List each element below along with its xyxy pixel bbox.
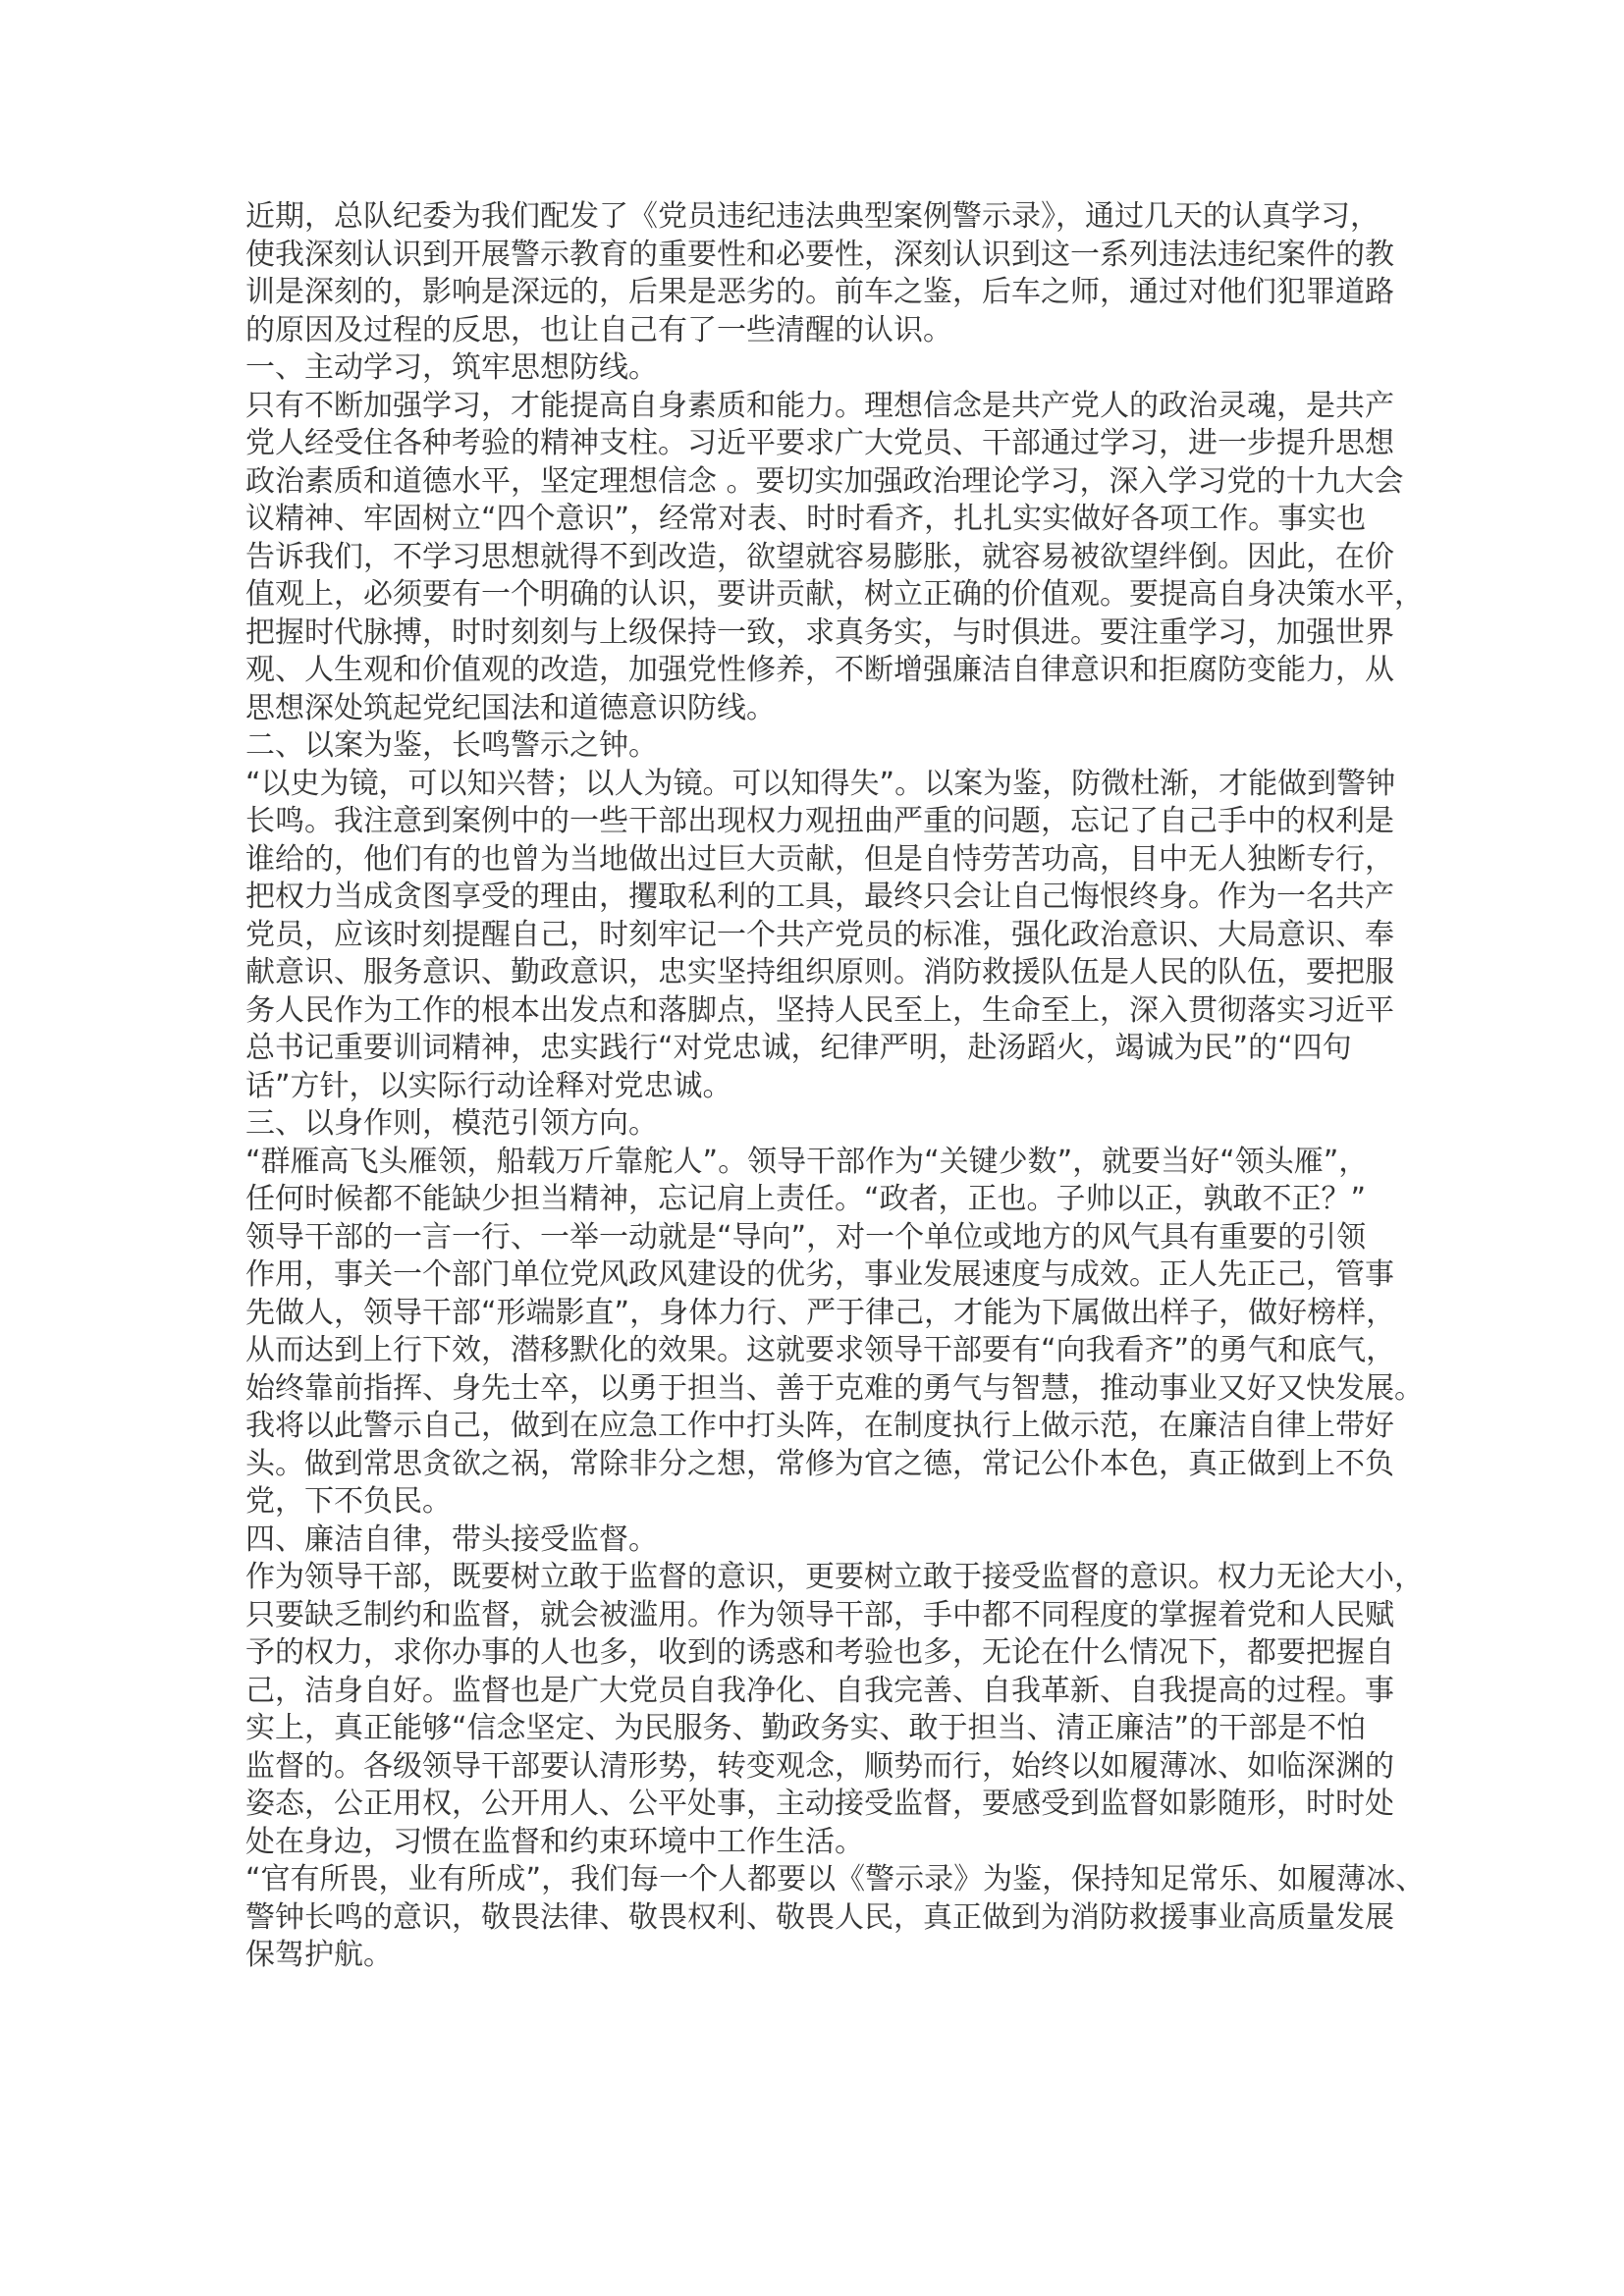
text-line: 谁给的，他们有的也曾为当地做出过巨大贡献，但是自恃劳苦功高，目中无人独断专行，	[245, 841, 1394, 877]
text-line: 警钟长鸣的意识，敬畏法律、敬畏权利、敬畏人民，真正做到为消防救援事业高质量发展	[245, 1899, 1394, 1935]
text-line: 党员，应该时刻提醒自己，时刻牢记一个共产党员的标准，强化政治意识、大局意识、奉	[245, 917, 1394, 952]
text-line: 告诉我们，不学习思想就得不到改造，欲望就容易膨胀，就容易被欲望绊倒。因此，在价	[245, 539, 1394, 574]
text-line: 政治素质和道德水平，坚定理想信念 。要切实加强政治理论学习，深入学习党的十九大会	[245, 463, 1404, 499]
section-heading: 二、以案为鉴，长鸣警示之钟。	[245, 728, 658, 763]
text-line: 头。做到常思贪欲之祸，常除非分之想，常修为官之德，常记公仆本色，真正做到上不负	[245, 1446, 1394, 1481]
text-line: 的原因及过程的反思，也让自己有了一些清醒的认识。	[245, 312, 952, 347]
text-line: 先做人，领导干部“形端影直”，身体力行、严于律己，才能为下属做出样子，做好榜样，	[245, 1295, 1396, 1330]
text-line: 党，下不负民。	[245, 1484, 452, 1519]
text-line: 近期，总队纪委为我们配发了《党员违纪违法典型案例警示录》，通过几天的认真学习，	[245, 199, 1380, 234]
text-line: “以史为镜，可以知兴替；以人为镜。可以知得失”。以案为鉴，防微杜渐，才能做到警钟	[245, 766, 1396, 801]
text-line: 处在身边，习惯在监督和约束环境中工作生活。	[245, 1824, 864, 1859]
text-line: “官有所畏，业有所成”，我们每一个人都要以《警示录》为鉴，保持知足常乐、如履薄冰、	[245, 1862, 1426, 1896]
section-heading: 一、主动学习，筑牢思想防线。	[245, 350, 658, 385]
text-line: 只要缺乏制约和监督，就会被滥用。作为领导干部，手中都不同程度的掌握着党和人民赋	[245, 1597, 1394, 1632]
text-line: 值观上，必须要有一个明确的认识，要讲贡献，树立正确的价值观。要提高自身决策水平，	[245, 577, 1424, 612]
text-line: 监督的。各级领导干部要认清形势，转变观念，顺势而行，始终以如履薄冰、如临深渊的	[245, 1748, 1394, 1784]
text-line: 予的权力，求你办事的人也多，收到的诱惑和考验也多，无论在什么情况下，都要把握自	[245, 1635, 1394, 1670]
text-line: 只有不断加强学习，才能提高自身素质和能力。理想信念是共产党人的政治灵魂，是共产	[245, 388, 1394, 423]
text-line: 保驾护航。	[245, 1938, 393, 1972]
text-line: 把握时代脉搏，时时刻刻与上级保持一致，求真务实，与时俱进。要注重学习，加强世界	[245, 614, 1394, 650]
text-line: 己，洁身自好。监督也是广大党员自我净化、自我完善、自我革新、自我提高的过程。事	[245, 1673, 1394, 1708]
text-line: 我将以此警示自己，做到在应急工作中打头阵，在制度执行上做示范，在廉洁自律上带好	[245, 1409, 1394, 1443]
text-line: 从而达到上行下效，潜移默化的效果。这就要求领导干部要有“向我看齐”的勇气和底气，	[245, 1333, 1396, 1367]
text-line: “群雁高飞头雁领，船载万斤靠舵人”。领导干部作为“关键少数”，就要当好“领头雁”，	[245, 1144, 1369, 1179]
text-line: 献意识、服务意识、勤政意识，忠实坚持组织原则。消防救援队伍是人民的队伍，要把服	[245, 955, 1394, 989]
text-line: 姿态，公正用权，公开用人、公平处事，主动接受监督，要感受到监督如影随形，时时处	[245, 1787, 1394, 1821]
text-line: 话”方针，以实际行动诠释对党忠诚。	[245, 1068, 732, 1103]
text-line: 务人民作为工作的根本出发点和落脚点，坚持人民至上，生命至上，深入贯彻落实习近平	[245, 992, 1394, 1028]
text-line: 训是深刻的，影响是深远的，后果是恶劣的。前车之鉴，后车之师，通过对他们犯罪道路	[245, 275, 1394, 309]
text-line: 始终靠前指挥、身先士卒，以勇于担当、善于克难的勇气与智慧，推动事业又好又快发展。	[245, 1370, 1424, 1406]
section-heading: 三、以身作则，模范引领方向。	[245, 1106, 658, 1141]
text-line: 议精神、牢固树立“四个意识”，经常对表、时时看齐，扎扎实实做好各项工作。事实也	[245, 502, 1367, 536]
text-line: 任何时候都不能缺少担当精神，忘记肩上责任。“政者，正也。子帅以正，孰敢不正？”	[245, 1182, 1367, 1216]
section-heading: 四、廉洁自律，带头接受监督。	[245, 1522, 658, 1557]
text-line: 领导干部的一言一行、一举一动就是“导向”，对一个单位或地方的风气具有重要的引领	[245, 1219, 1367, 1255]
text-line: 长鸣。我注意到案例中的一些干部出现权力观扭曲严重的问题，忘记了自己手中的权利是	[245, 804, 1394, 838]
text-line: 党人经受住各种考验的精神支柱。习近平要求广大党员、干部通过学习，进一步提升思想	[245, 426, 1394, 460]
text-line: 观、人生观和价值观的改造，加强党性修养，不断增强廉洁自律意识和拒腐防变能力，从	[245, 653, 1394, 687]
text-line: 思想深处筑起党纪国法和道德意识防线。	[245, 690, 776, 725]
text-line: 作用，事关一个部门单位党风政风建设的优劣，事业发展速度与成效。正人先正己，管事	[245, 1257, 1394, 1292]
text-line: 总书记重要训词精神，忠实践行“对党忠诚，纪律严明，赴汤蹈火，竭诚为民”的“四句	[245, 1031, 1352, 1065]
text-line: 作为领导干部，既要树立敢于监督的意识，更要树立敢于接受监督的意识。权力无论大小，	[245, 1560, 1424, 1594]
text-line: 把权力当成贪图享受的理由，攫取私利的工具，最终只会让自己悔恨终身。作为一名共产	[245, 880, 1394, 914]
text-line: 使我深刻认识到开展警示教育的重要性和必要性，深刻认识到这一系列违法违纪案件的教	[245, 237, 1394, 272]
text-line: 实上，真正能够“信念坚定、为民服务、勤政务实、敢于担当、清正廉洁”的干部是不怕	[245, 1711, 1367, 1745]
document-body	[245, 198, 1426, 1975]
